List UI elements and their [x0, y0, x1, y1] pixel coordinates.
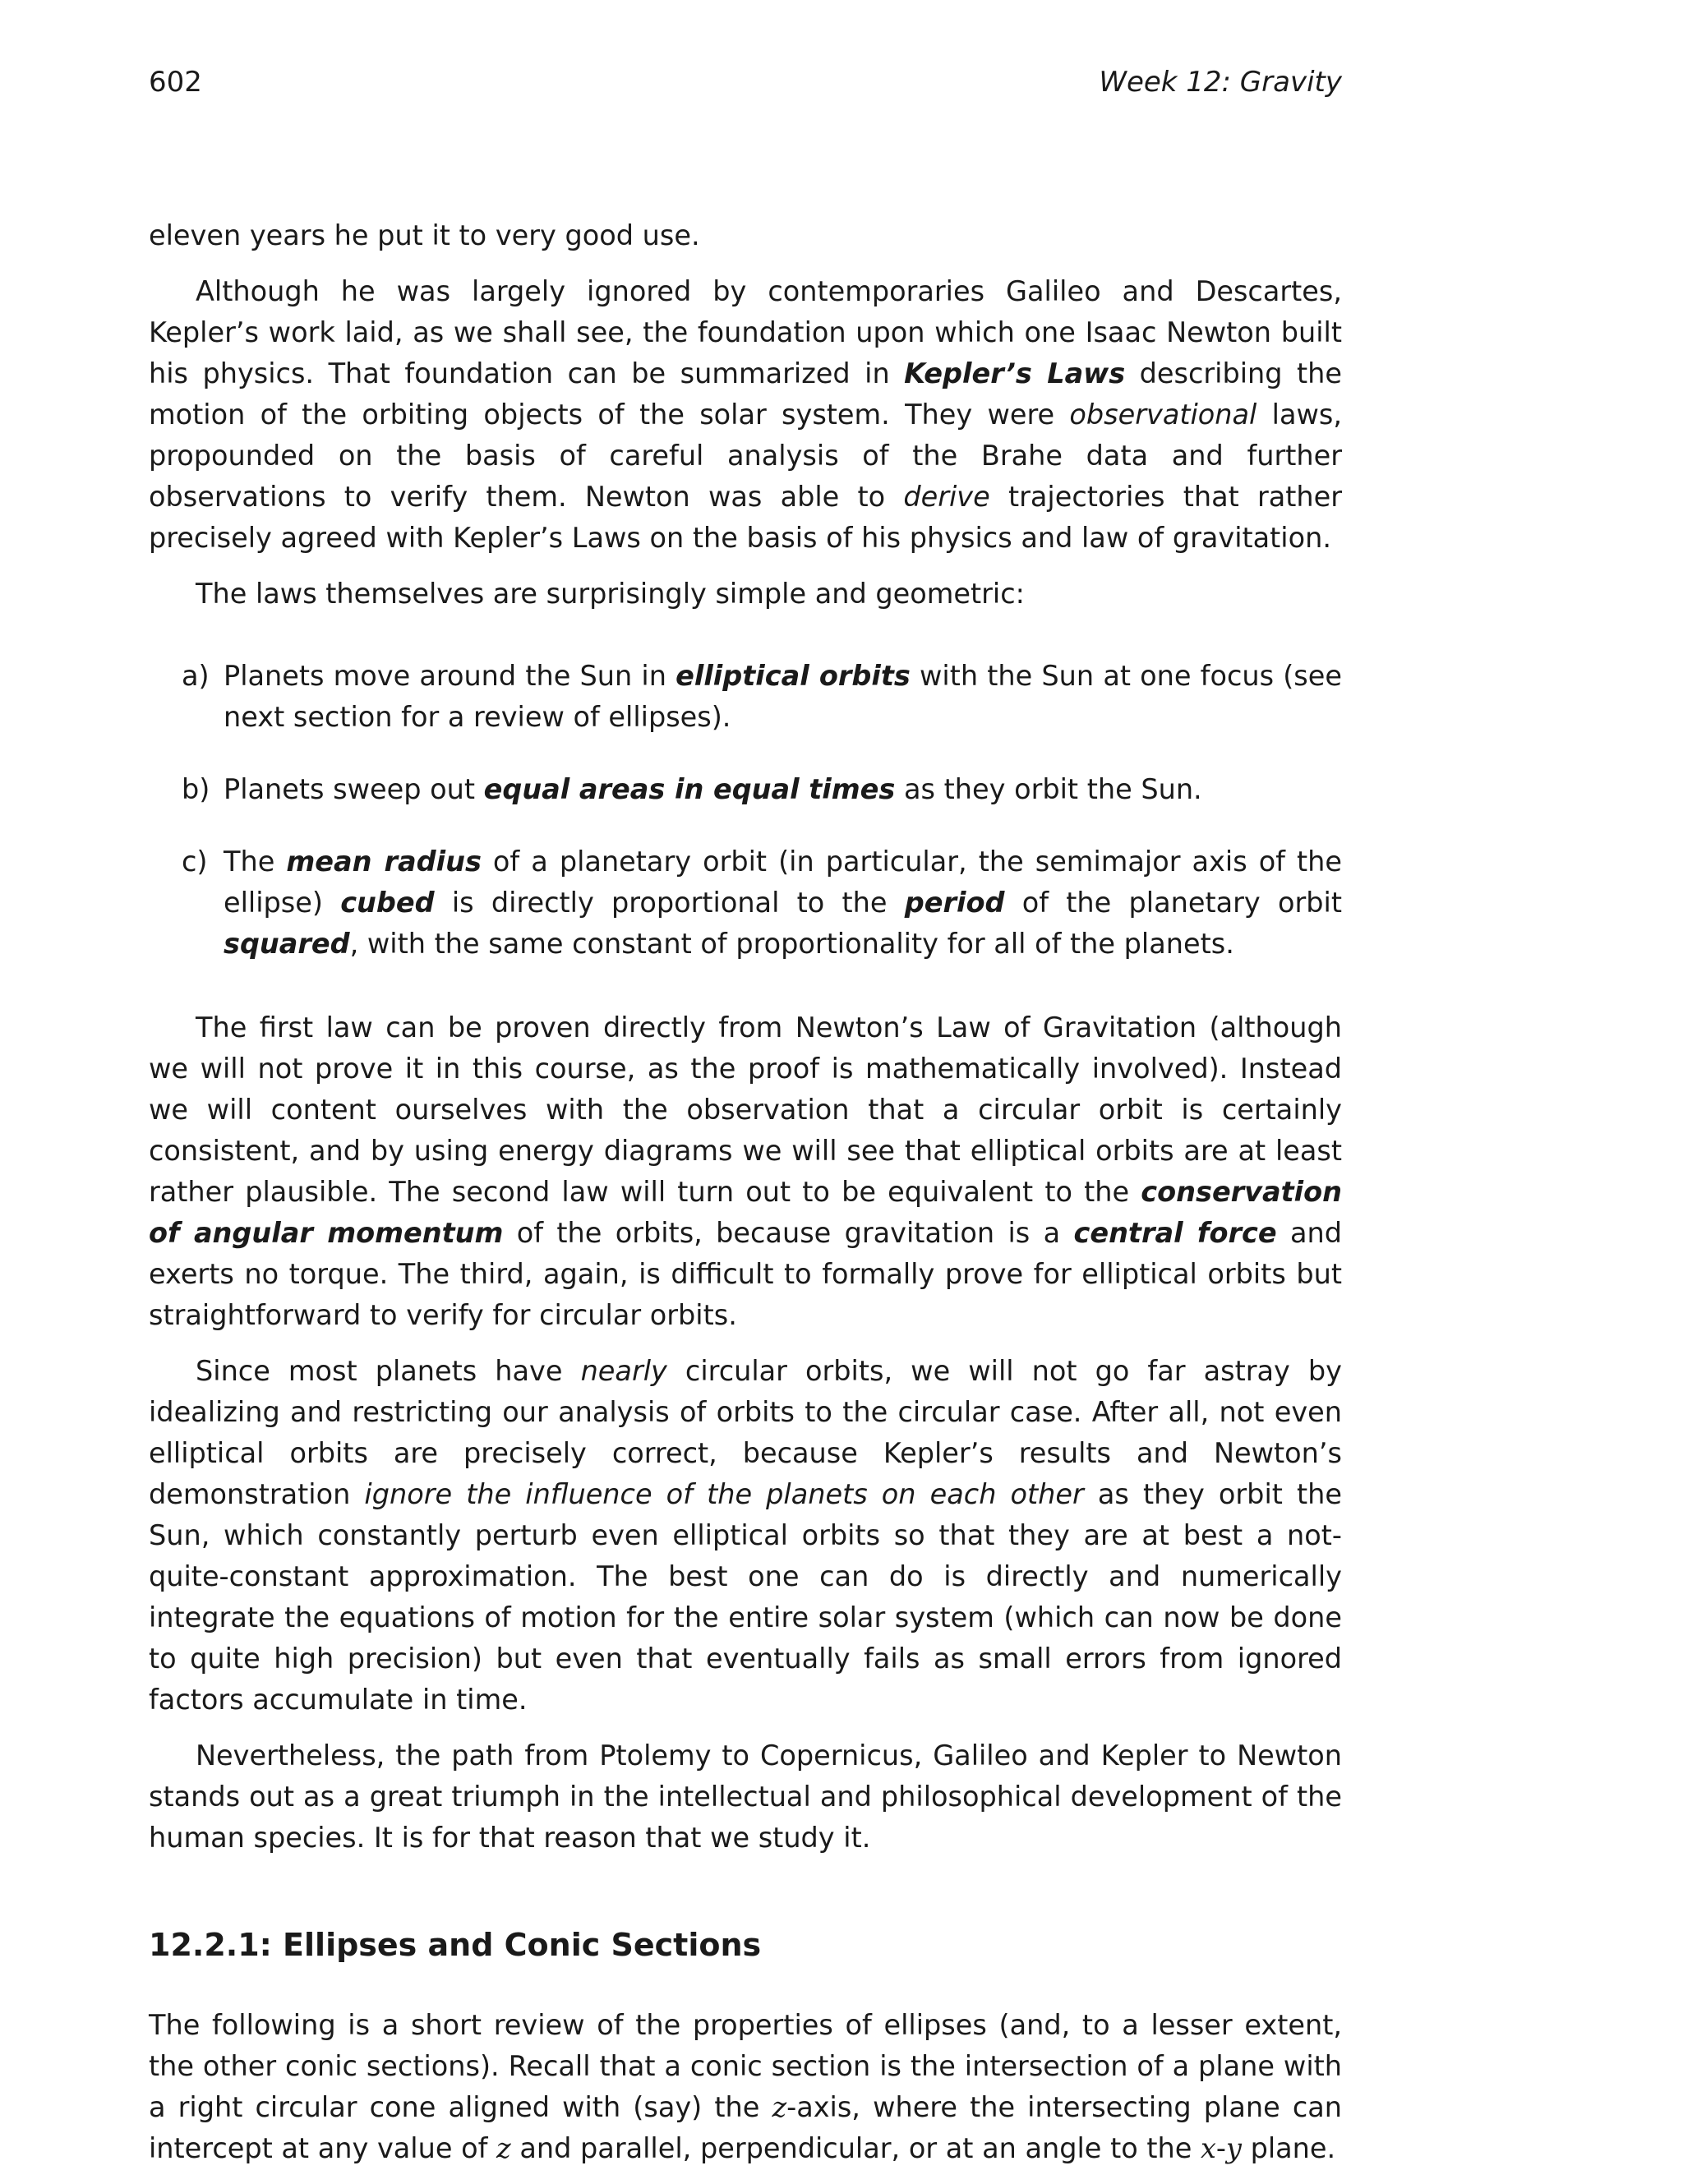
math-z: z	[772, 2091, 787, 2123]
emphasis-observational: observational	[1069, 399, 1257, 431]
math-y: y	[1225, 2132, 1242, 2164]
math-z: z	[496, 2132, 511, 2164]
emphasis-nearly: nearly	[580, 1355, 667, 1387]
list-marker: b)	[182, 773, 210, 805]
list-marker: a)	[182, 660, 210, 692]
list-marker: c)	[182, 845, 208, 878]
paragraph-kepler-foundation: Although he was largely ignored by contemporaries Galileo and Descartes, Kepler’s work laid, as we shall see, the foundation upon which one Isaac Newton built his physics. That foundation can be summarized in Kepler’s Laws describing the motion of the orbiting objects of the solar system. They were observational laws, propounded on the basis of careful analysis of the Brahe data and further observations to verify them. Newton was able to derive trajectories that rather precisely agreed with Kepler’s Laws on the basis of his physics and law of gravitation.	[149, 275, 1343, 554]
running-title: Week 12: Gravity	[1099, 66, 1342, 99]
term-conservation-angular-momentum: conservation of angular momentum	[149, 1176, 1342, 1249]
list-item-law-b: b) Planets sweep out equal areas in equal times as they orbit the Sun.	[224, 769, 1342, 810]
keplers-laws-list	[149, 656, 1342, 965]
paragraph-continuation: eleven years he put it to very good use.	[149, 219, 700, 251]
emphasis-derive: derive	[903, 481, 990, 513]
section-heading: 12.2.1: Ellipses and Conic Sections	[149, 1927, 762, 1963]
emphasis-ignore-influence: ignore the influence of the planets on each other	[364, 1478, 1084, 1510]
running-head	[149, 64, 1342, 100]
term-mean-radius: mean radius	[286, 845, 482, 878]
body-text	[149, 215, 1342, 2169]
list-item-law-c: c) The mean radius of a planetary orbit (in particular, the semimajor axis of the ellipse) cubed is directly proportional to the period of the planetary orbit squared, with the same constant of proportionality for all of the planets.	[224, 841, 1342, 965]
paragraph-conic-sections: The following is a short review of the properties of ellipses (and, to a lesser extent, the other conic sections). Recall that a conic section is the intersection of a plane with a right circular cone aligned with (say) the z-axis, where the intersecting plane can intercept at any value of z and parallel, perpendicular, or at an angle to the x-y plane.	[149, 2009, 1342, 2164]
math-x: x	[1200, 2132, 1216, 2164]
term-keplers-laws: Kepler’s Laws	[904, 357, 1126, 389]
paragraph-first-law: The first law can be proven directly from Newton’s Law of Gravitation (although we will not prove it in this course, as the proof is mathematically involved). Instead we will content ourselves with the observation that a circular orbit is certainly consistent, and by using energy diagrams we will see that elliptical orbits are at least rather plausible. The second law will turn out to be equivalent to the conservation of angular momentum of the orbits, because gravitation is a central force and exerts no torque. The third, again, is difficult to formally prove for elliptical orbits but straightforward to verify for circular orbits.	[149, 1011, 1342, 1331]
page-number: 602	[149, 66, 202, 99]
page	[149, 64, 1342, 2184]
term-period: period	[904, 887, 1005, 919]
term-elliptical-orbits: elliptical orbits	[676, 660, 911, 692]
paragraph-triumph: Nevertheless, the path from Ptolemy to Copernicus, Galileo and Kepler to Newton stands out as a great triumph in the intellectual and philosophical development of the human species. It is for that reason that we study it.	[149, 1739, 1342, 1854]
paragraph-circular-orbits: Since most planets have nearly circular orbits, we will not go far astray by idealizing and restricting our analysis of orbits to the circular case. After all, not even elliptical orbits are precisely correct, because Kepler’s results and Newton’s demonstration ignore the influence of the planets on each other as they orbit the Sun, which constantly perturb even elliptical orbits so that they are at best a not-quite-constant approximation. The best one can do is directly and numerically integrate the equations of motion for the entire solar system (which can now be done to quite high precision) but even that eventually fails as small errors from ignored factors accumulate in time.	[149, 1355, 1342, 1716]
paragraph-laws-intro: The laws themselves are surprisingly simple and geometric:	[196, 578, 1025, 610]
term-cubed: cubed	[340, 887, 435, 919]
term-central-force: central force	[1073, 1217, 1277, 1249]
term-equal-areas: equal areas in equal times	[483, 773, 896, 805]
list-item-law-a: a) Planets move around the Sun in elliptical orbits with the Sun at one focus (see next section for a review of ellipses).	[224, 656, 1342, 738]
term-squared: squared	[224, 928, 350, 960]
